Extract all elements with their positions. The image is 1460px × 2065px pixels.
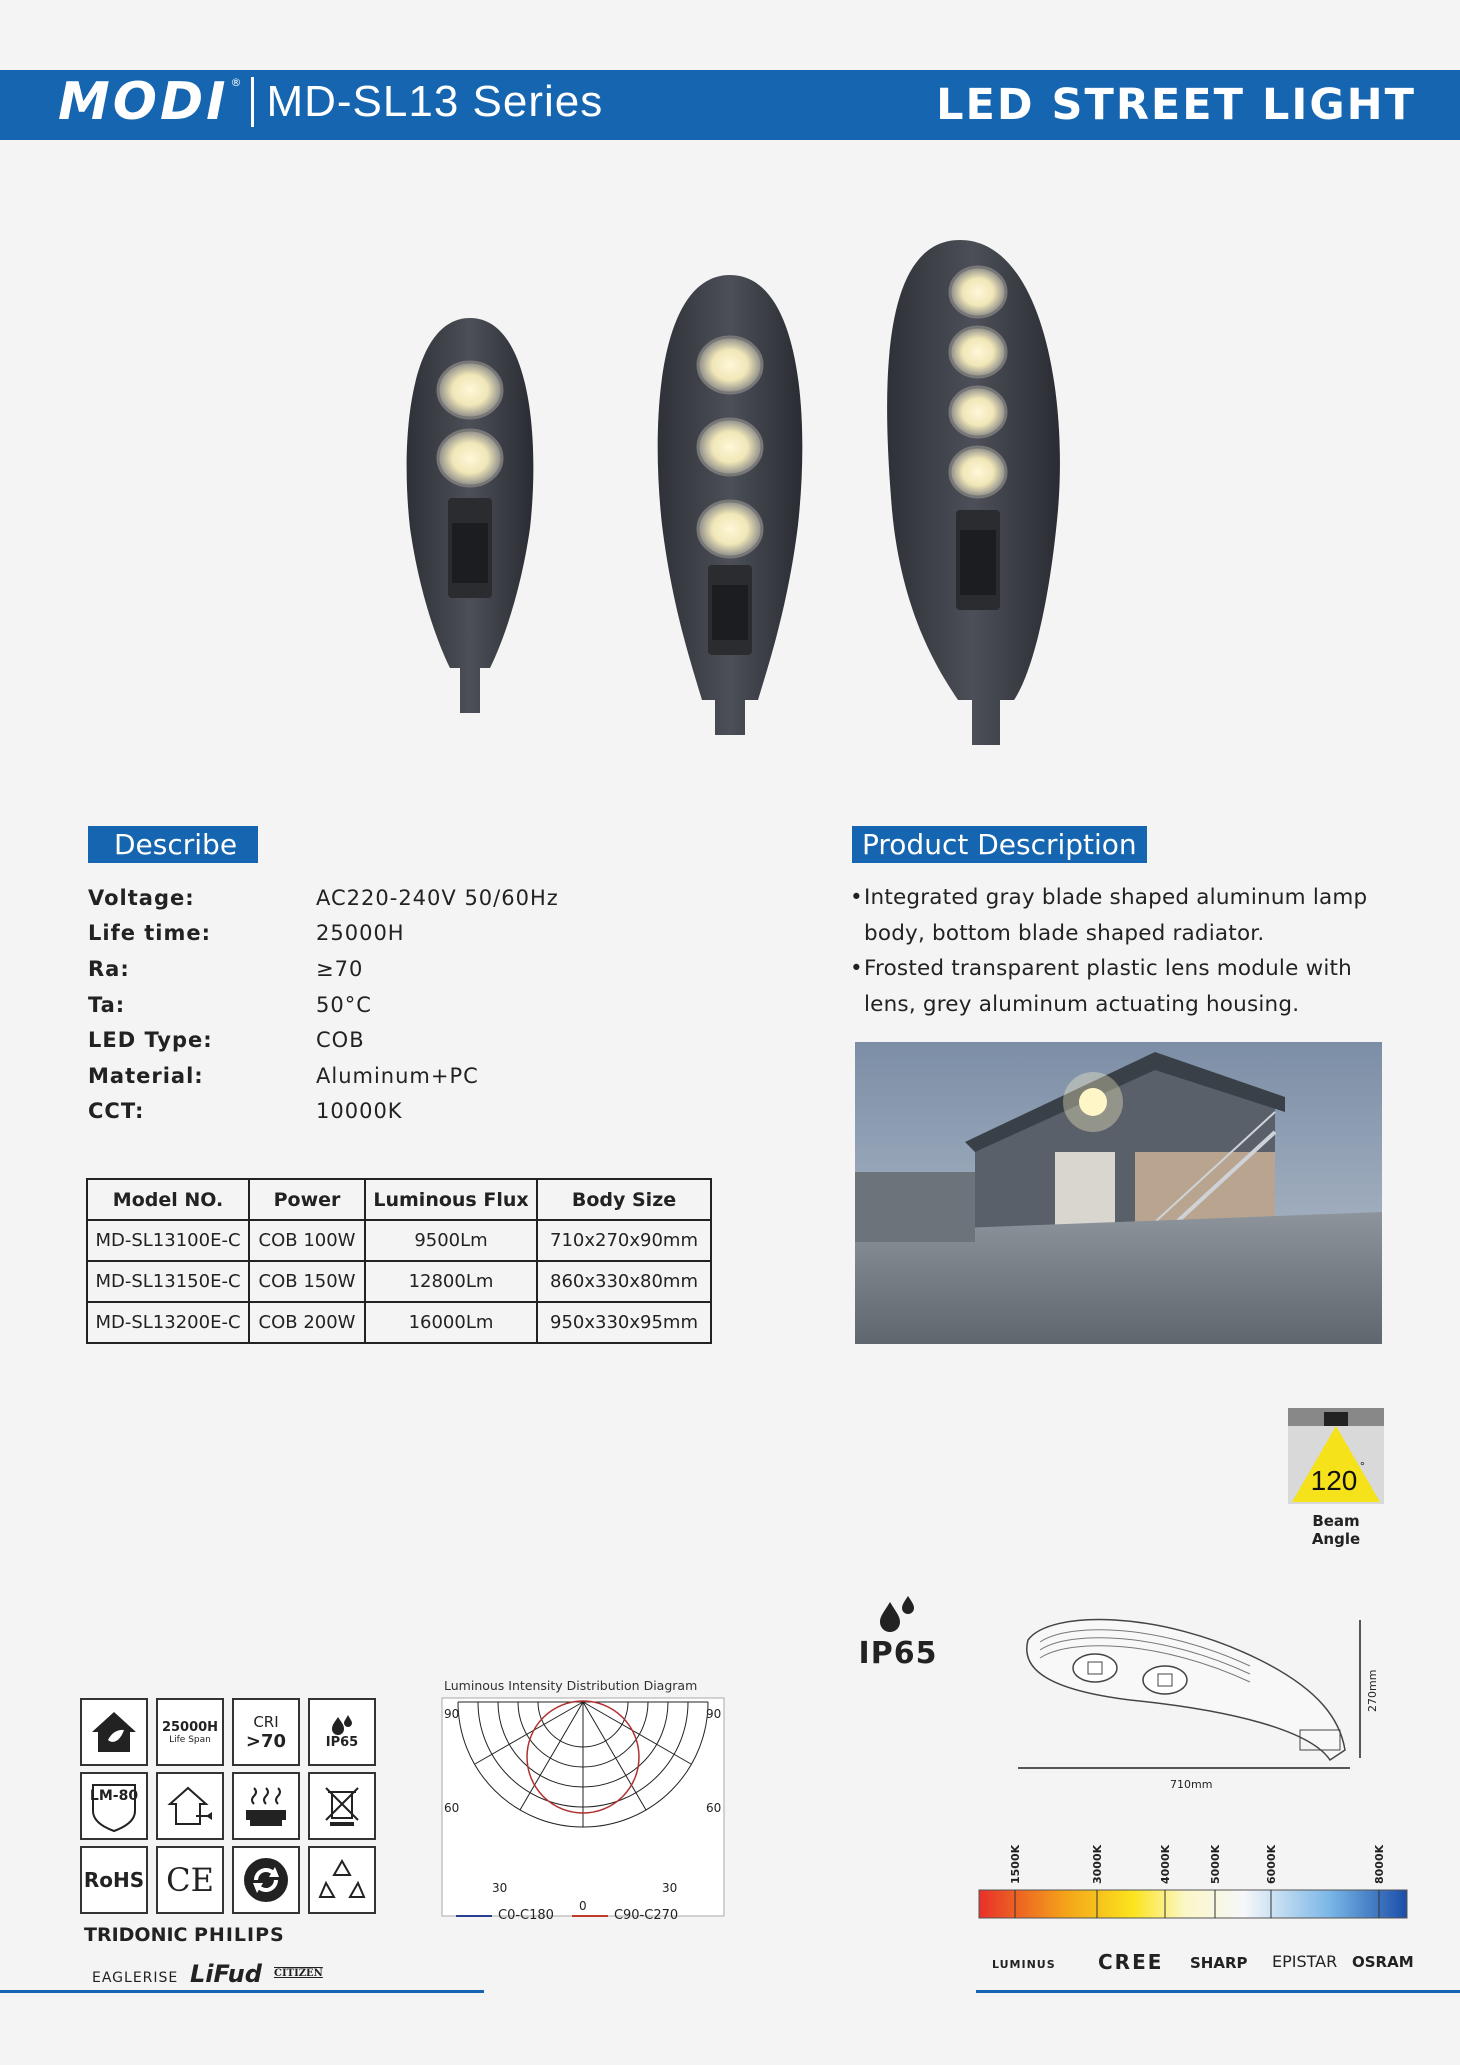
brand-epistar: EPISTAR [1272, 1952, 1338, 1971]
spec-row [88, 951, 648, 987]
ip65-label: IP65 [858, 1636, 938, 1671]
polar-label: 30 [662, 1881, 678, 1895]
legend-label: C0-C180 [498, 1908, 554, 1923]
spec-value: COB [316, 1028, 365, 1053]
polar-diagram-title: Luminous Intensity Distribution Diagram [444, 1678, 698, 1693]
brand-tridonic: TRIDONIC [84, 1924, 188, 1946]
description-list [850, 880, 1380, 1022]
brand-lifud: LiFud [190, 1960, 262, 1988]
house-icon [156, 1772, 224, 1840]
table-header: Luminous Flux [365, 1179, 537, 1220]
spec-label: Material: [88, 1063, 204, 1088]
eco-home-icon [80, 1698, 148, 1766]
feature-icons [80, 1698, 376, 1914]
polar-label: 30 [492, 1881, 508, 1895]
beam-angle-value: 120 [1310, 1465, 1358, 1496]
brand-philips: PHILIPS [194, 1924, 285, 1946]
polar-legend [450, 1908, 678, 1923]
dimension-height: 270mm [1366, 1669, 1379, 1712]
series-title: MD-SL13 Series [266, 77, 604, 126]
dimension-drawing [1010, 1600, 1410, 1800]
cct-scale [975, 1832, 1411, 1922]
brand-registered-mark: ® [230, 75, 242, 89]
table-header: Body Size [537, 1179, 711, 1220]
recycle-icon [308, 1846, 376, 1914]
degree-mark: ° [1360, 1459, 1365, 1473]
legend-swatch-c0 [456, 1915, 492, 1917]
table-header-row [87, 1179, 711, 1220]
brand-eaglerise: EAGLERISE [92, 1970, 179, 1986]
spec-row [88, 1058, 648, 1094]
brand-block [58, 72, 603, 132]
brand-citizen: CITIZEN [274, 1968, 323, 1979]
cri-label: CRI [253, 1712, 279, 1731]
lifespan-icon [156, 1698, 224, 1766]
no-trash-icon [308, 1772, 376, 1840]
spec-label: Voltage: [88, 885, 195, 910]
lm80-icon [80, 1772, 148, 1840]
beam-angle-label: Beam Angle [1311, 1512, 1361, 1548]
spec-value: 50°C [316, 992, 372, 1017]
description-item: • Frosted transparent plastic lens module with lens, grey aluminum actuating housing. [850, 951, 1380, 1022]
lifespan-label: Life Span [169, 1734, 211, 1745]
ip-small-text: IP65 [325, 1734, 359, 1750]
brand-divider [251, 77, 254, 127]
cct-label: 6000K [1265, 1844, 1278, 1884]
table-cell: COB 150W [249, 1261, 365, 1302]
table-cell: 16000Lm [365, 1302, 537, 1343]
table-header: Model NO. [87, 1179, 249, 1220]
polar-label: 60 [444, 1801, 460, 1815]
table-cell: COB 200W [249, 1302, 365, 1343]
description-text: Integrated gray blade shaped aluminum lamp body, bottom blade shaped radiator. [864, 885, 1368, 946]
brand-sharp: SHARP [1190, 1954, 1248, 1972]
lm80-label: LM-80 [89, 1788, 139, 1804]
table-cell: 860x330x80mm [537, 1261, 711, 1302]
cct-label: 4000K [1159, 1844, 1172, 1884]
spec-value: 25000H [316, 921, 405, 946]
table-cell: MD-SL13100E-C [87, 1220, 249, 1261]
cct-label: 1500K [1009, 1844, 1022, 1884]
spec-row [88, 916, 648, 952]
polar-label: 90 [706, 1707, 722, 1721]
recycle-circle-icon [232, 1846, 300, 1914]
ce-label: CE [166, 1861, 214, 1899]
ip65-small-icon [308, 1698, 376, 1766]
product-description-heading: Product Description [852, 826, 1147, 863]
brand-luminus: LUMINUS [992, 1958, 1056, 1971]
table-row [87, 1302, 711, 1343]
legend-swatch-c90 [572, 1915, 608, 1917]
lamp-100w [407, 318, 534, 713]
chip-brands [982, 1950, 1412, 1980]
table-cell: 710x270x90mm [537, 1220, 711, 1261]
street-lamp-illustrations [380, 230, 1080, 750]
table-cell: MD-SL13150E-C [87, 1261, 249, 1302]
ip65-badge [850, 1596, 946, 1671]
table-cell: MD-SL13200E-C [87, 1302, 249, 1343]
table-row [87, 1261, 711, 1302]
describe-heading: Describe [88, 826, 258, 863]
dimension-width: 710mm [1170, 1778, 1213, 1791]
polar-label: 0 [579, 1899, 587, 1913]
brand-osram: OSRAM [1352, 1953, 1414, 1971]
cri-icon [232, 1698, 300, 1766]
cct-label: 8000K [1373, 1844, 1386, 1884]
lamp-150w [658, 275, 803, 735]
footer-line-right [976, 1990, 1460, 1993]
spec-label: Ta: [88, 992, 126, 1017]
spec-row [88, 1094, 648, 1130]
table-header: Power [249, 1179, 365, 1220]
rohs-label: RoHS [83, 1868, 145, 1892]
spec-label: LED Type: [88, 1028, 213, 1053]
model-table [86, 1178, 712, 1344]
footer-line-left [0, 1990, 484, 1993]
spec-row [88, 1022, 648, 1058]
table-cell: COB 100W [249, 1220, 365, 1261]
polar-label: 60 [706, 1801, 722, 1815]
description-item: • Integrated gray blade shaped aluminum lamp body, bottom blade shaped radiator. [850, 880, 1380, 951]
table-cell: 9500Lm [365, 1220, 537, 1261]
lifespan-value: 25000H [161, 1719, 219, 1735]
spec-value: 10000K [316, 1099, 403, 1124]
brand-logo: MODI [58, 72, 229, 132]
table-cell: 12800Lm [365, 1261, 537, 1302]
table-cell: 950x330x95mm [537, 1302, 711, 1343]
polar-label: 90 [444, 1707, 460, 1721]
lamp-200w [887, 240, 1060, 745]
spec-value: ≥70 [316, 956, 364, 981]
spec-row [88, 880, 648, 916]
installation-photo [855, 1042, 1382, 1344]
heat-dissipation-icon [232, 1772, 300, 1840]
legend-label: C90-C270 [613, 1908, 679, 1923]
page-title: LED STREET LIGHT [936, 80, 1416, 130]
spec-value: AC220-240V 50/60Hz [316, 885, 559, 910]
table-row [87, 1220, 711, 1261]
spec-value: Aluminum+PC [316, 1063, 479, 1088]
beam-angle-badge [1288, 1408, 1384, 1548]
polar-diagram [438, 1682, 728, 1932]
cct-label: 5000K [1209, 1844, 1222, 1884]
spec-label: CCT: [88, 1099, 145, 1124]
cct-label: 3000K [1091, 1844, 1104, 1884]
beam-angle-icon [1288, 1408, 1384, 1504]
spec-row [88, 987, 648, 1023]
description-text: Frosted transparent plastic lens module with lens, grey aluminum actuating housing. [864, 956, 1352, 1017]
cri-value: >70 [245, 1730, 287, 1752]
brand-cree: CREE [1098, 1950, 1164, 1974]
water-drop-icon [876, 1596, 920, 1632]
spec-label: Life time: [88, 921, 212, 946]
spec-label: Ra: [88, 956, 130, 981]
rohs-icon [80, 1846, 148, 1914]
spec-list [88, 880, 648, 1129]
ce-icon [156, 1846, 224, 1914]
